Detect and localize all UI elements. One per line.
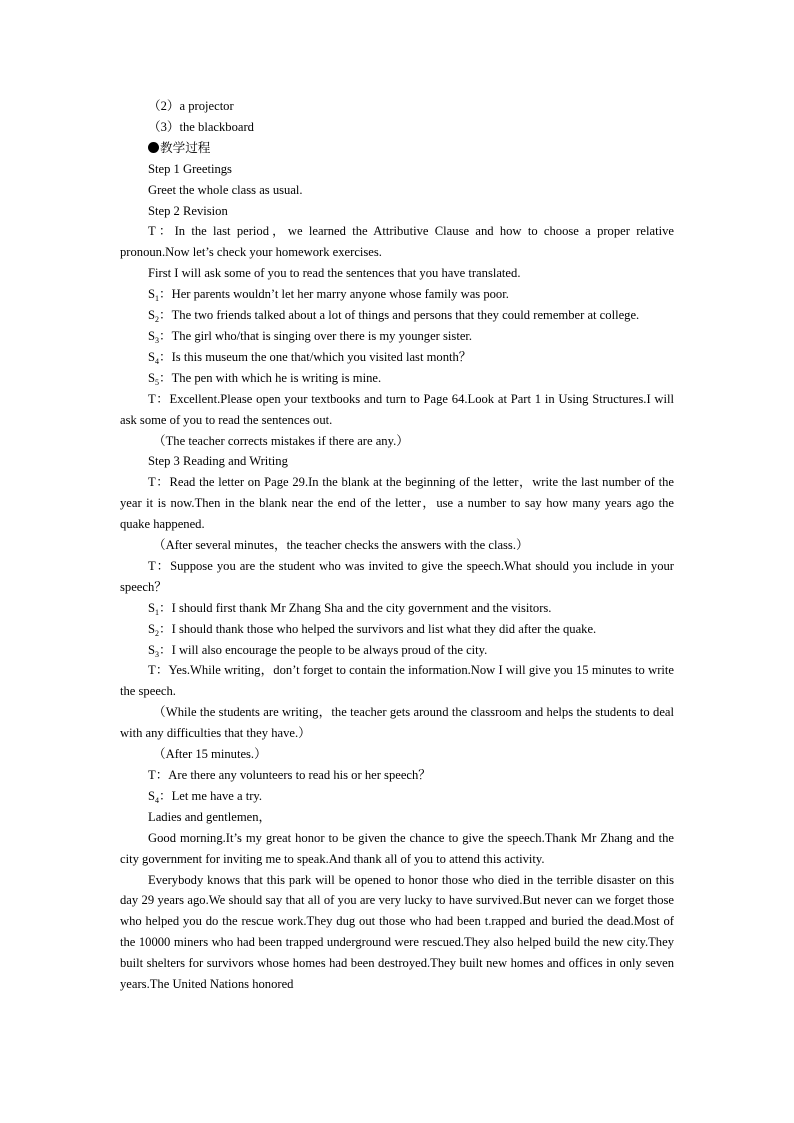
bullet-icon: [148, 142, 159, 153]
teacher-line: T：Yes.While writing，don’t forget to contain the information.Now I will give you 15 minutes to write the speech.: [120, 663, 674, 699]
speech-paragraph: Good morning.It’s my great honor to be given the chance to give the speech.Thank Mr Zhang and the city government for inviting me to speak.And thank all of you to attend this activity.: [120, 830, 674, 866]
section-heading-text: 教学过程: [160, 139, 211, 155]
materials-item-3: （3）the blackboard: [148, 119, 254, 134]
teacher-line: First I will ask some of you to read the sentences that you have translated.: [148, 266, 521, 281]
step1-text: Greet the whole class as usual.: [148, 182, 303, 197]
speech-paragraph: Everybody knows that this park will be opened to honor those who died in the terrible disaster on this day 29 years ago.We should say that all of you are very lucky to have survived.But never can we forget those who helped you do the rescue work.They dug out those who had been t.rapped and buried the dead.Most of the 10000 miners who had been trapped underground were rescued.They also helped build the new city.They built shelters for survivors whose homes had been destroyed.They built new homes and offices in only seven years.The United Nations honored: [120, 872, 674, 992]
student-line: $S_5$：The pen with which he is writing is mine.: [148, 370, 382, 387]
stage-note: （After 15 minutes.）: [153, 747, 267, 762]
student-line: $S_1$：Her parents wouldn’t let her marry anyone whose family was poor.: [148, 287, 509, 304]
student-line: $S_2$：I should thank those who helped the survivors and list what they did after the quake.: [148, 621, 597, 638]
lesson-plan-body: [120, 96, 674, 995]
step2-title: Step 2 Revision: [148, 203, 228, 218]
stage-note: （The teacher corrects mistakes if there are any.）: [153, 433, 409, 448]
student-line: $S_4$：Is this museum the one that/which you visited last month？: [148, 349, 472, 366]
step3-title: Step 3 Reading and Writing: [148, 454, 288, 469]
step1-title: Step 1 Greetings: [148, 161, 232, 176]
student-line: $S_2$：The two friends talked about a lot of things and persons that they could remember at college.: [148, 308, 640, 325]
student-line: $S_4$：Let me have a try.: [148, 788, 263, 805]
teacher-line: T：In the last period，we learned the Attributive Clause and how to choose a proper relative pronoun.Now let’s check your homework exercises.: [120, 224, 674, 260]
student-line: $S_3$：I will also encourage the people to be always proud of the city.: [148, 642, 488, 659]
teacher-line: T：Excellent.Please open your textbooks and turn to Page 64.Look at Part 1 in Using Structures.I will ask some of you to read the sentences out.: [120, 391, 674, 427]
teacher-line: T：Read the letter on Page 29.In the blank at the beginning of the letter，write the last number of the year it is now.Then in the blank near the end of the letter，use a number to say how many years ago the quake happened.: [120, 475, 674, 532]
speech-greeting: Ladies and gentlemen，: [148, 809, 272, 824]
teacher-line: T：Are there any volunteers to read his or her speech？: [148, 768, 431, 782]
section-heading: [120, 138, 674, 159]
materials-item-2: （2）a projector: [148, 99, 234, 113]
stage-note: （While the students are writing，the teacher gets around the classroom and helps the students to deal with any difficulties that they have.）: [120, 705, 674, 741]
student-line: $S_1$：I should first thank Mr Zhang Sha and the city government and the visitors.: [148, 600, 552, 617]
student-line: $S_3$：The girl who/that is singing over there is my younger sister.: [148, 328, 473, 345]
teacher-line: T：Suppose you are the student who was invited to give the speech.What should you include in your speech？: [120, 558, 674, 594]
stage-note: （After several minutes，the teacher checks the answers with the class.）: [153, 538, 529, 553]
